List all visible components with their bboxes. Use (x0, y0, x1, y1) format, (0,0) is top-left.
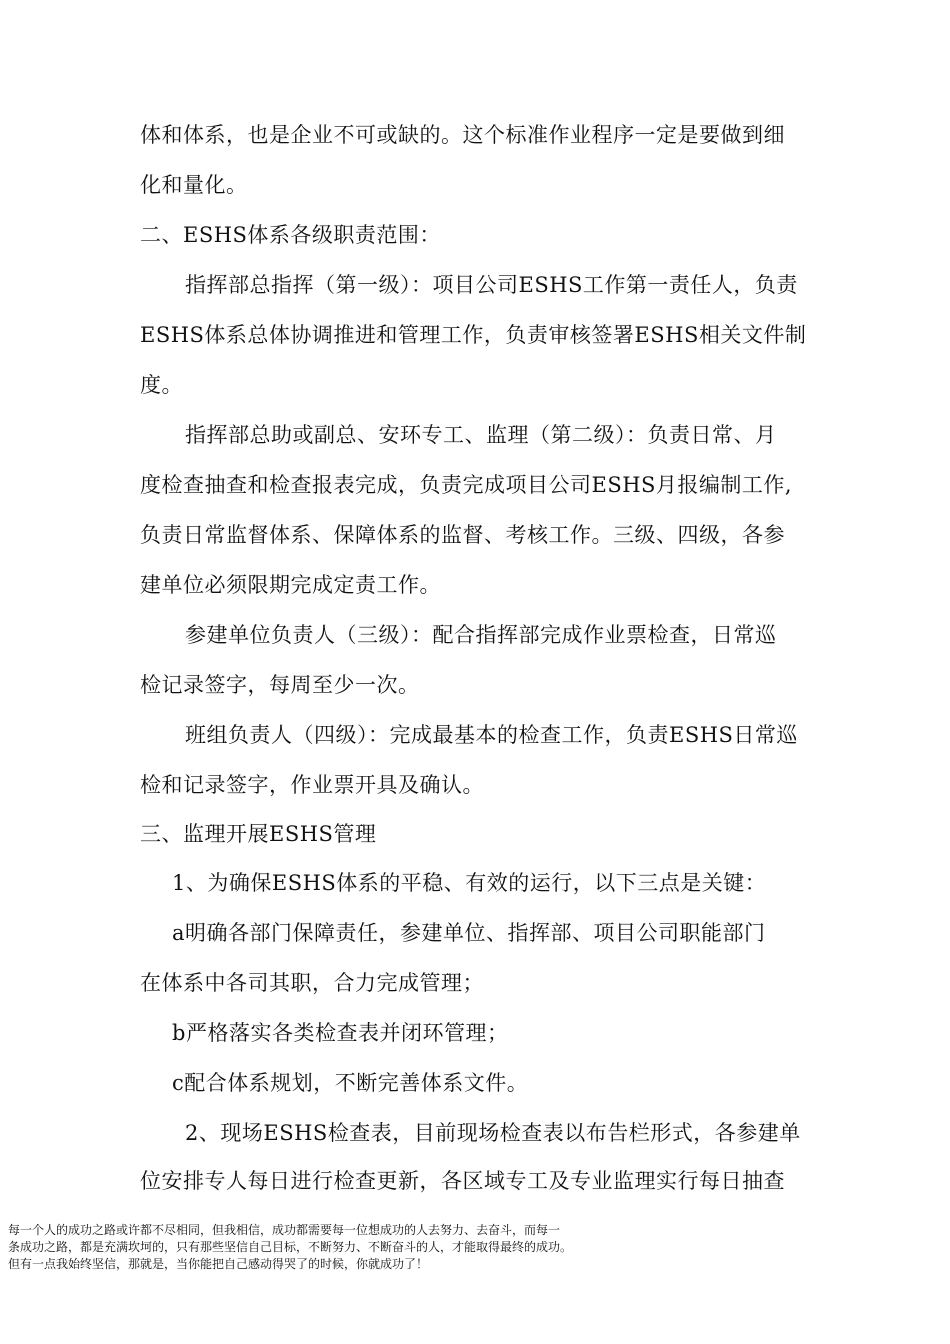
body-line: 指挥部总助或副总、安环专工、监理（第二级）：负责日常、月 (185, 423, 777, 447)
body-line: 度检查抽查和检查报表完成，负责完成项目公司ESHS月报编制工作, (140, 473, 793, 497)
body-line: 1、为确保ESHS体系的平稳、有效的运行，以下三点是关键： (172, 871, 767, 895)
body-line: 体和体系，也是企业不可或缺的。这个标准作业程序一定是要做到细 (140, 123, 785, 147)
section-heading: 二、ESHS体系各级职责范围： (140, 223, 441, 247)
body-line: c配合体系规划，不断完善体系文件。 (172, 1071, 529, 1095)
body-line: 度。 (140, 373, 183, 397)
footer-line: 每一个人的成功之路或许都不尽相同，但我相信，成功都需要每一位想成功的人去努力、去奋斗，而每一 (8, 1223, 561, 1237)
body-line: 检记录签字，每周至少一次。 (140, 673, 420, 697)
body-line: 2、现场ESHS检查表，目前现场检查表以布告栏形式，各参建单 (185, 1121, 801, 1145)
footer-line: 但有一点我始终坚信，那就是，当你能把自己感动得哭了的时候，你就成功了！ (8, 1257, 429, 1271)
body-line: b严格落实各类检查表并闭环管理； (172, 1021, 509, 1045)
body-line: 负责日常监督体系、保障体系的监督、考核工作。三级、四级，各参 (140, 523, 785, 547)
body-line: 在体系中各司其职，合力完成管理； (140, 971, 484, 995)
body-line: 参建单位负责人（三级）：配合指挥部完成作业票检查，日常巡 (185, 623, 777, 647)
body-line: 检和记录签字，作业票开具及确认。 (140, 773, 484, 797)
body-line: 班组负责人（四级）：完成最基本的检查工作，负责ESHS日常巡 (185, 723, 798, 747)
body-line: a明确各部门保障责任，参建单位、指挥部、项目公司职能部门 (172, 921, 766, 945)
body-line: 建单位必须限期完成定责工作。 (140, 573, 441, 597)
body-line: 化和量化。 (140, 173, 248, 197)
footer-line: 条成功之路，都是充满坎坷的，只有那些坚信自己目标，不断努力、不断奋斗的人，才能取得最终的成功。 (8, 1240, 573, 1254)
body-line: 位安排专人每日进行检查更新，各区域专工及专业监理实行每日抽查 (140, 1169, 785, 1193)
section-heading: 三、监理开展ESHS管理 (140, 822, 377, 846)
body-line: ESHS体系总体协调推进和管理工作，负责审核签署ESHS相关文件制 (140, 323, 807, 347)
body-line: 指挥部总指挥（第一级）：项目公司ESHS工作第一责任人，负责 (185, 273, 798, 297)
